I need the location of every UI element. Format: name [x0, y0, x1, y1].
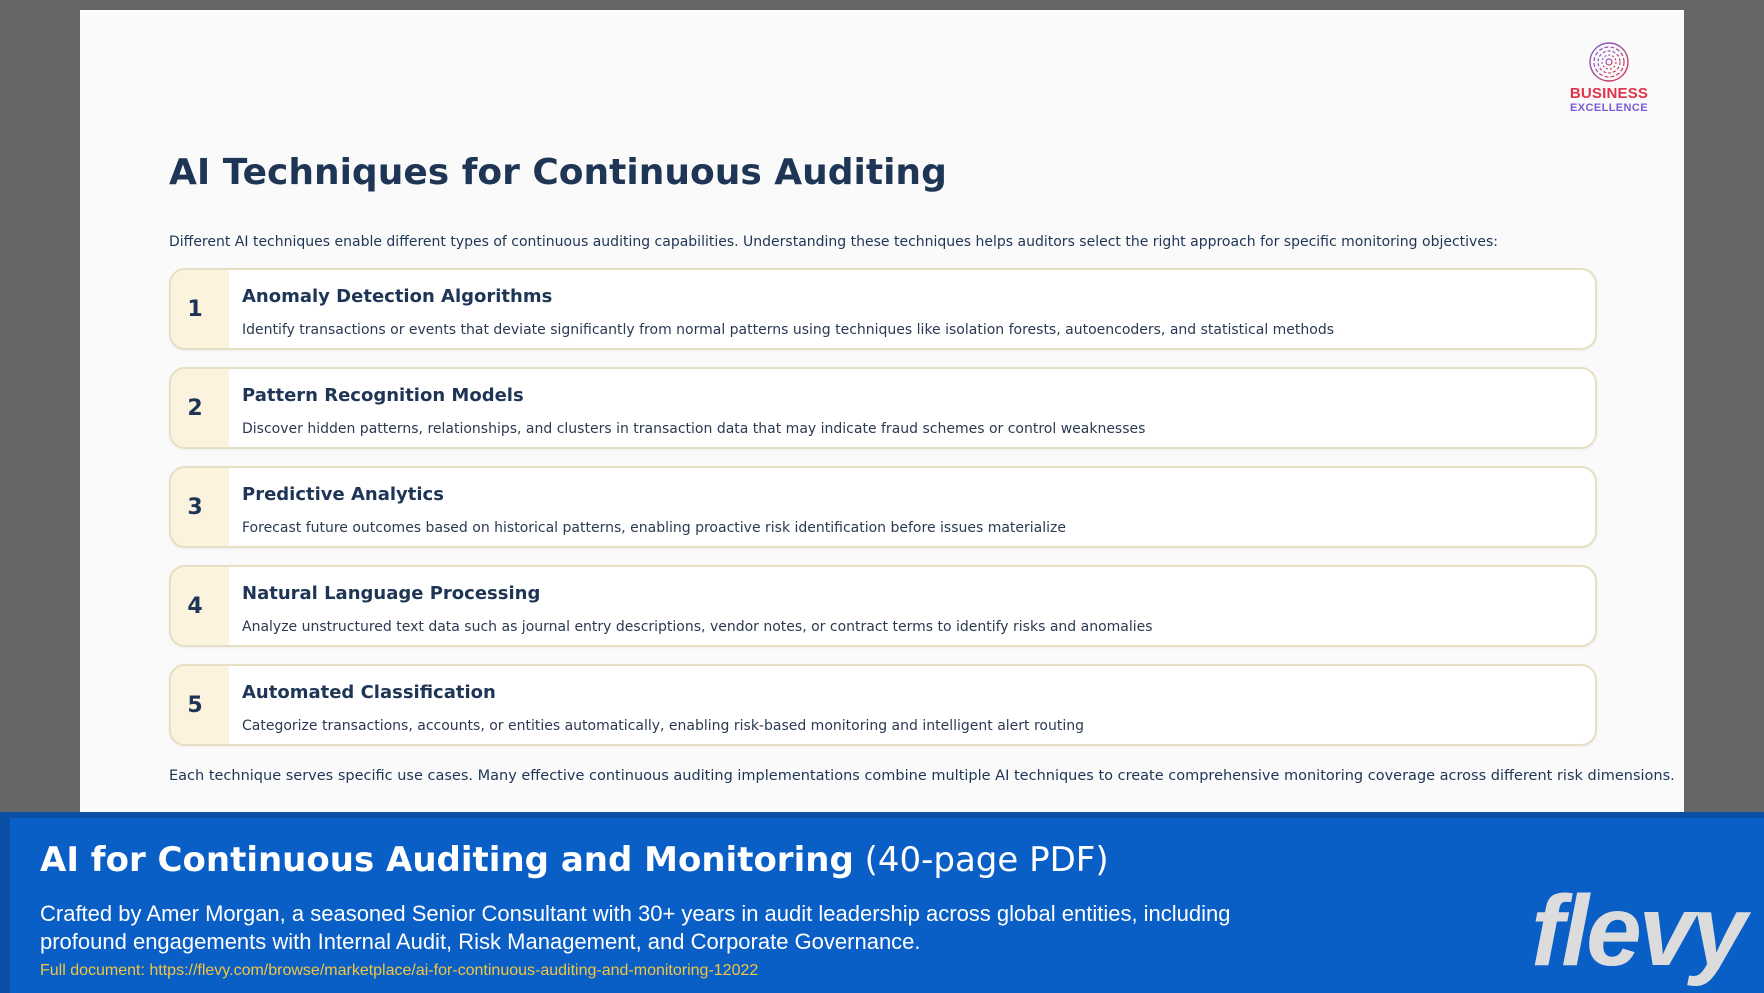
- technique-description: Analyze unstructured text data such as journal entry descriptions, vendor notes, or contract terms to identify risks and anomalies: [242, 619, 1153, 635]
- technique-description: Discover hidden patterns, relationships, and clusters in transaction data that may indicate fraud schemes or control weaknesses: [242, 421, 1146, 437]
- logo-text-business: BUSINESS: [1569, 85, 1649, 102]
- flevy-logo[interactable]: flevy: [1531, 875, 1744, 987]
- technique-title: Automated Classification: [242, 682, 496, 703]
- technique-number: 4: [171, 567, 229, 645]
- banner-edge: [0, 818, 10, 993]
- technique-card-5: [169, 664, 1597, 746]
- technique-description: Forecast future outcomes based on historical patterns, enabling proactive risk identification before issues materialize: [242, 520, 1067, 536]
- summary-text: Each technique serves specific use cases. Many effective continuous auditing implementations combine multiple AI techniques to create comprehensive monitoring coverage across different risk dimensions.: [169, 768, 1675, 784]
- business-excellence-logo: [1564, 40, 1654, 115]
- document-banner: [0, 812, 1764, 993]
- technique-title: Predictive Analytics: [242, 484, 444, 505]
- technique-number: 1: [171, 270, 229, 348]
- technique-description: Identify transactions or events that deviate significantly from normal patterns using techniques like isolation forests, autoencoders, and statistical methods: [242, 322, 1335, 338]
- technique-list: [169, 268, 1597, 763]
- page-title: AI Techniques for Continuous Auditing: [169, 152, 947, 193]
- technique-number: 3: [171, 468, 229, 546]
- technique-card-4: [169, 565, 1597, 647]
- technique-title: Pattern Recognition Models: [242, 385, 524, 406]
- technique-description: Categorize transactions, accounts, or entities automatically, enabling risk-based monitoring and intelligent alert routing: [242, 718, 1084, 734]
- technique-card-1: [169, 268, 1597, 350]
- page-count: (40-page PDF): [864, 840, 1109, 880]
- intro-text: Different AI techniques enable different types of continuous auditing capabilities. Understanding these techniques helps auditors select the right approach for specific monitoring objectives:: [169, 234, 1498, 250]
- technique-title: Natural Language Processing: [242, 583, 541, 604]
- banner-title: [40, 840, 1109, 880]
- full-document-link[interactable]: Full document: https://flevy.com/browse/marketplace/ai-for-continuous-auditing-and-monitoring-12022: [40, 962, 759, 979]
- technique-number: 2: [171, 369, 229, 447]
- slide: [80, 10, 1684, 812]
- technique-title: Anomaly Detection Algorithms: [242, 286, 553, 307]
- document-title: AI for Continuous Auditing and Monitoring: [40, 840, 854, 880]
- technique-card-2: [169, 367, 1597, 449]
- technique-card-3: [169, 466, 1597, 548]
- technique-number: 5: [171, 666, 229, 744]
- fingerprint-globe-icon: [1587, 40, 1631, 84]
- author-description: Crafted by Amer Morgan, a seasoned Senior Consultant with 30+ years in audit leadership across global entities, including profound engagements with Internal Audit, Risk Management, and Corporate Governance.: [40, 901, 1231, 954]
- logo-text-excellence: EXCELLENCE: [1570, 102, 1648, 114]
